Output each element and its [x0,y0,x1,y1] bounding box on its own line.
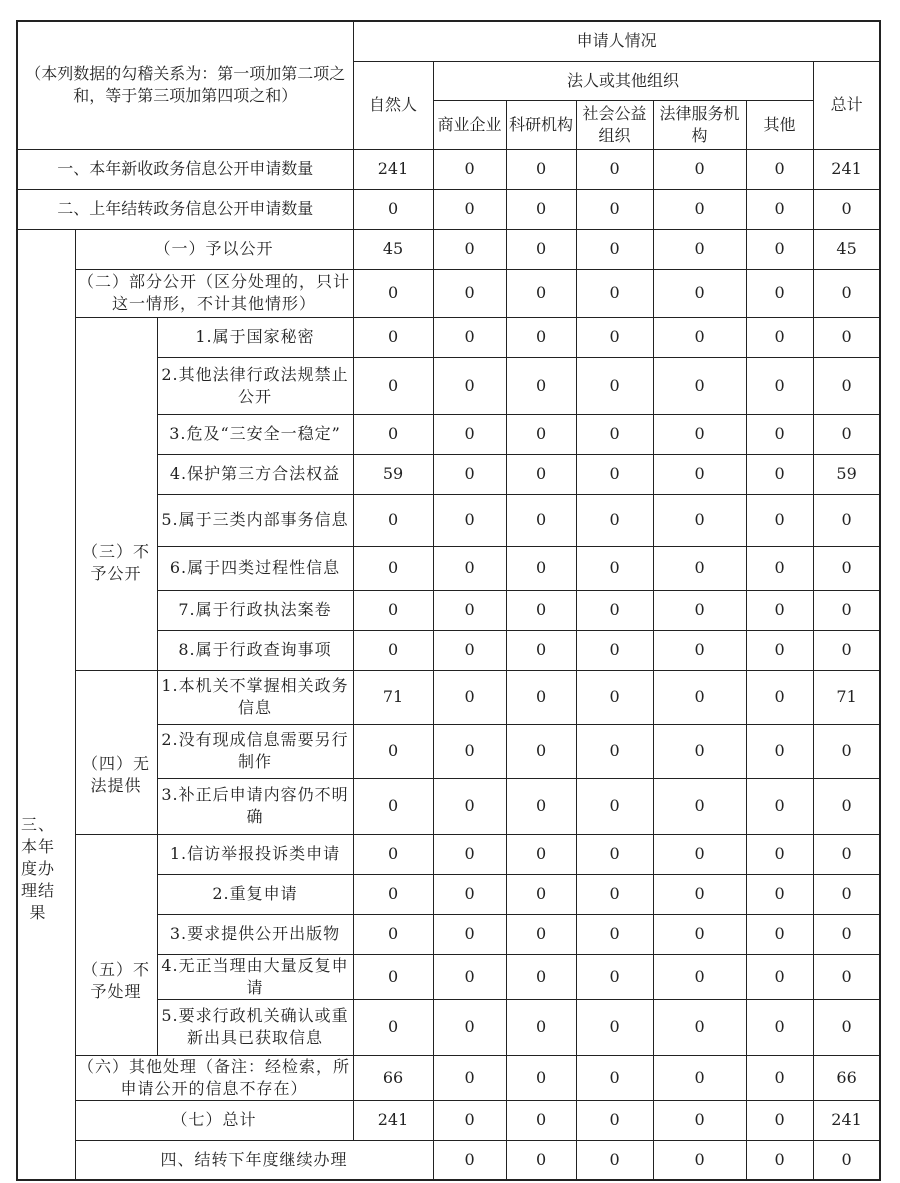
row-label: 一、本年新收政务信息公开申请数量 [17,149,353,189]
cell-value: 0 [653,999,746,1055]
cell-value: 0 [576,1055,653,1100]
cell-value: 0 [653,189,746,229]
cell-value: 0 [576,590,653,630]
table-row [17,670,880,724]
row-label: 二、上年结转政务信息公开申请数量 [17,189,353,229]
cell-value: 0 [653,269,746,317]
cell-value: 0 [813,590,880,630]
cell-value: 0 [653,914,746,954]
cell-value: 0 [576,630,653,670]
table-row [17,149,880,189]
cell-value: 0 [433,149,506,189]
cell-value: 0 [746,954,813,999]
cell-value: 0 [353,914,433,954]
cell-value: 0 [576,954,653,999]
row-label: 2.没有现成信息需要另行制作 [157,724,353,778]
cell-value: 0 [813,189,880,229]
cell-value: 0 [653,778,746,834]
cell-value: 0 [746,724,813,778]
cell-value: 0 [576,1140,653,1180]
cell-value: 0 [746,914,813,954]
cell-value: 0 [746,670,813,724]
row-label: 1.本机关不掌握相关政务信息 [157,670,353,724]
row-label: 2.其他法律行政法规禁止公开 [157,357,353,414]
cell-value: 0 [653,454,746,494]
cell-value: 0 [576,670,653,724]
cell-value: 0 [506,1140,576,1180]
cell-value: 0 [506,834,576,874]
cell-value: 0 [813,630,880,670]
other-org-header: 其他 [746,100,813,149]
cell-value: 0 [433,269,506,317]
legal-service-org-header: 法律服务机构 [653,100,746,149]
cell-value: 0 [813,834,880,874]
cell-value: 0 [813,954,880,999]
cell-value: 0 [433,1100,506,1140]
cell-value: 0 [653,874,746,914]
cell-value: 0 [746,546,813,590]
cell-value: 0 [506,590,576,630]
cell-value: 66 [353,1055,433,1100]
cell-value: 0 [746,454,813,494]
cell-value: 0 [576,1100,653,1140]
cell-value: 0 [433,874,506,914]
row-label: 5.属于三类内部事务信息 [157,494,353,546]
cell-value: 0 [506,269,576,317]
cell-value: 0 [506,494,576,546]
cell-value: 0 [813,999,880,1055]
cell-value: 0 [653,494,746,546]
applicant-situation-header: 申请人情况 [353,21,880,61]
cell-value: 0 [576,357,653,414]
cell-value: 0 [746,590,813,630]
cell-value: 0 [813,778,880,834]
cell-value: 0 [653,149,746,189]
disclosure-statistics-table [16,20,881,1181]
cell-value: 0 [576,778,653,834]
cell-value: 0 [433,1055,506,1100]
cell-value: 0 [353,189,433,229]
cell-value: 0 [576,269,653,317]
reconciliation-note: （本列数据的勾稽关系为：第一项加第二项之和，等于第三项加第四项之和） [17,21,353,149]
row-label: 四、结转下年度继续办理 [75,1140,433,1180]
cell-value: 0 [353,954,433,999]
cell-value: 71 [813,670,880,724]
cell-value: 0 [353,546,433,590]
cell-value: 0 [746,317,813,357]
group-label-not-processed: （五）不予处理 [75,834,157,1055]
cell-value: 59 [353,454,433,494]
cell-value: 0 [506,999,576,1055]
row-label: 4.保护第三方合法权益 [157,454,353,494]
research-institution-header: 科研机构 [506,100,576,149]
cell-value: 0 [433,189,506,229]
cell-value: 0 [746,189,813,229]
cell-value: 241 [813,149,880,189]
cell-value: 0 [653,546,746,590]
cell-value: 0 [746,357,813,414]
natural-person-header: 自然人 [353,61,433,149]
row-label: （二）部分公开（区分处理的，只计这一情形，不计其他情形） [75,269,353,317]
cell-value: 0 [746,834,813,874]
cell-value: 0 [433,914,506,954]
cell-value: 0 [353,494,433,546]
cell-value: 0 [746,1100,813,1140]
cell-value: 0 [746,494,813,546]
cell-value: 0 [813,724,880,778]
cell-value: 0 [576,229,653,269]
cell-value: 0 [576,454,653,494]
cell-value: 59 [813,454,880,494]
cell-value: 0 [746,630,813,670]
group-label-unable: （四）无法提供 [75,670,157,834]
row-label: （七）总计 [75,1100,353,1140]
cell-value: 0 [353,778,433,834]
cell-value: 0 [353,317,433,357]
cell-value: 0 [653,317,746,357]
section-3-label: 三、本年度办理结果 [17,229,75,1180]
cell-value: 0 [576,189,653,229]
table-row [17,189,880,229]
cell-value: 0 [653,1055,746,1100]
cell-value: 0 [506,414,576,454]
cell-value: 0 [576,874,653,914]
cell-value: 0 [433,590,506,630]
cell-value: 0 [433,357,506,414]
cell-value: 0 [576,317,653,357]
cell-value: 0 [576,414,653,454]
cell-value: 0 [653,724,746,778]
cell-value: 0 [506,229,576,269]
cell-value: 0 [506,914,576,954]
cell-value: 0 [746,874,813,914]
cell-value: 0 [353,590,433,630]
cell-value: 0 [746,778,813,834]
cell-value: 0 [433,724,506,778]
cell-value: 71 [353,670,433,724]
cell-value: 0 [746,269,813,317]
cell-value: 0 [433,834,506,874]
cell-value: 0 [433,670,506,724]
cell-value: 0 [353,874,433,914]
cell-value: 0 [353,834,433,874]
cell-value: 66 [813,1055,880,1100]
row-label: 8.属于行政查询事项 [157,630,353,670]
cell-value: 0 [653,590,746,630]
cell-value: 0 [506,954,576,999]
cell-value: 0 [653,954,746,999]
cell-value: 0 [433,1140,506,1180]
cell-value: 0 [746,414,813,454]
public-welfare-org-header: 社会公益组织 [576,100,653,149]
commercial-enterprise-header: 商业企业 [433,100,506,149]
cell-value: 0 [576,914,653,954]
total-header: 总计 [813,61,880,149]
row-label: 5.要求行政机关确认或重新出具已获取信息 [157,999,353,1055]
cell-value: 0 [506,1100,576,1140]
cell-value: 0 [653,414,746,454]
row-label: 3.危及“三安全一稳定” [157,414,353,454]
cell-value: 241 [813,1100,880,1140]
table-row [17,1055,880,1100]
legal-or-other-org-header: 法人或其他组织 [433,61,813,100]
cell-value: 0 [506,149,576,189]
cell-value: 0 [813,317,880,357]
cell-value: 0 [813,414,880,454]
cell-value: 0 [653,1100,746,1140]
cell-value: 0 [506,357,576,414]
cell-value: 0 [433,414,506,454]
cell-value: 0 [433,317,506,357]
row-label: 1.属于国家秘密 [157,317,353,357]
cell-value: 241 [353,149,433,189]
cell-value: 0 [506,724,576,778]
cell-value: 0 [746,149,813,189]
cell-value: 0 [746,999,813,1055]
cell-value: 0 [813,357,880,414]
cell-value: 0 [653,229,746,269]
cell-value: 0 [506,630,576,670]
cell-value: 0 [433,630,506,670]
cell-value: 0 [746,229,813,269]
cell-value: 0 [506,778,576,834]
cell-value: 0 [506,1055,576,1100]
cell-value: 0 [353,357,433,414]
cell-value: 0 [353,630,433,670]
cell-value: 45 [813,229,880,269]
row-label: （一）予以公开 [75,229,353,269]
cell-value: 0 [746,1140,813,1180]
cell-value: 241 [353,1100,433,1140]
cell-value: 0 [506,874,576,914]
cell-value: 0 [576,149,653,189]
row-label: 6.属于四类过程性信息 [157,546,353,590]
row-label: 7.属于行政执法案卷 [157,590,353,630]
cell-value: 0 [433,454,506,494]
cell-value: 0 [746,1055,813,1100]
table-row [17,1100,880,1140]
cell-value: 0 [353,724,433,778]
cell-value: 0 [813,914,880,954]
cell-value: 0 [433,494,506,546]
cell-value: 0 [653,630,746,670]
cell-value: 0 [506,546,576,590]
cell-value: 0 [353,999,433,1055]
table-row [17,317,880,357]
group-label-not-disclosed: （三）不予公开 [75,317,157,670]
cell-value: 0 [433,999,506,1055]
row-label: （六）其他处理（备注：经检索，所申请公开的信息不存在） [75,1055,353,1100]
cell-value: 0 [813,1140,880,1180]
cell-value: 0 [576,494,653,546]
cell-value: 0 [433,546,506,590]
cell-value: 0 [433,954,506,999]
cell-value: 0 [653,670,746,724]
cell-value: 0 [506,317,576,357]
cell-value: 0 [433,778,506,834]
cell-value: 0 [353,269,433,317]
cell-value: 0 [813,269,880,317]
cell-value: 0 [576,999,653,1055]
row-label: 1.信访举报投诉类申请 [157,834,353,874]
cell-value: 0 [653,1140,746,1180]
cell-value: 45 [353,229,433,269]
row-label: 3.补正后申请内容仍不明确 [157,778,353,834]
cell-value: 0 [433,229,506,269]
cell-value: 0 [576,834,653,874]
cell-value: 0 [653,834,746,874]
table-row [17,834,880,874]
cell-value: 0 [576,546,653,590]
row-label: 3.要求提供公开出版物 [157,914,353,954]
cell-value: 0 [353,414,433,454]
cell-value: 0 [813,874,880,914]
cell-value: 0 [506,189,576,229]
cell-value: 0 [576,724,653,778]
cell-value: 0 [653,357,746,414]
cell-value: 0 [506,454,576,494]
table-row [17,229,880,269]
table-row [17,269,880,317]
cell-value: 0 [813,494,880,546]
table-row [17,1140,880,1180]
cell-value: 0 [813,546,880,590]
row-label: 2.重复申请 [157,874,353,914]
row-label: 4.无正当理由大量反复申请 [157,954,353,999]
cell-value: 0 [506,670,576,724]
